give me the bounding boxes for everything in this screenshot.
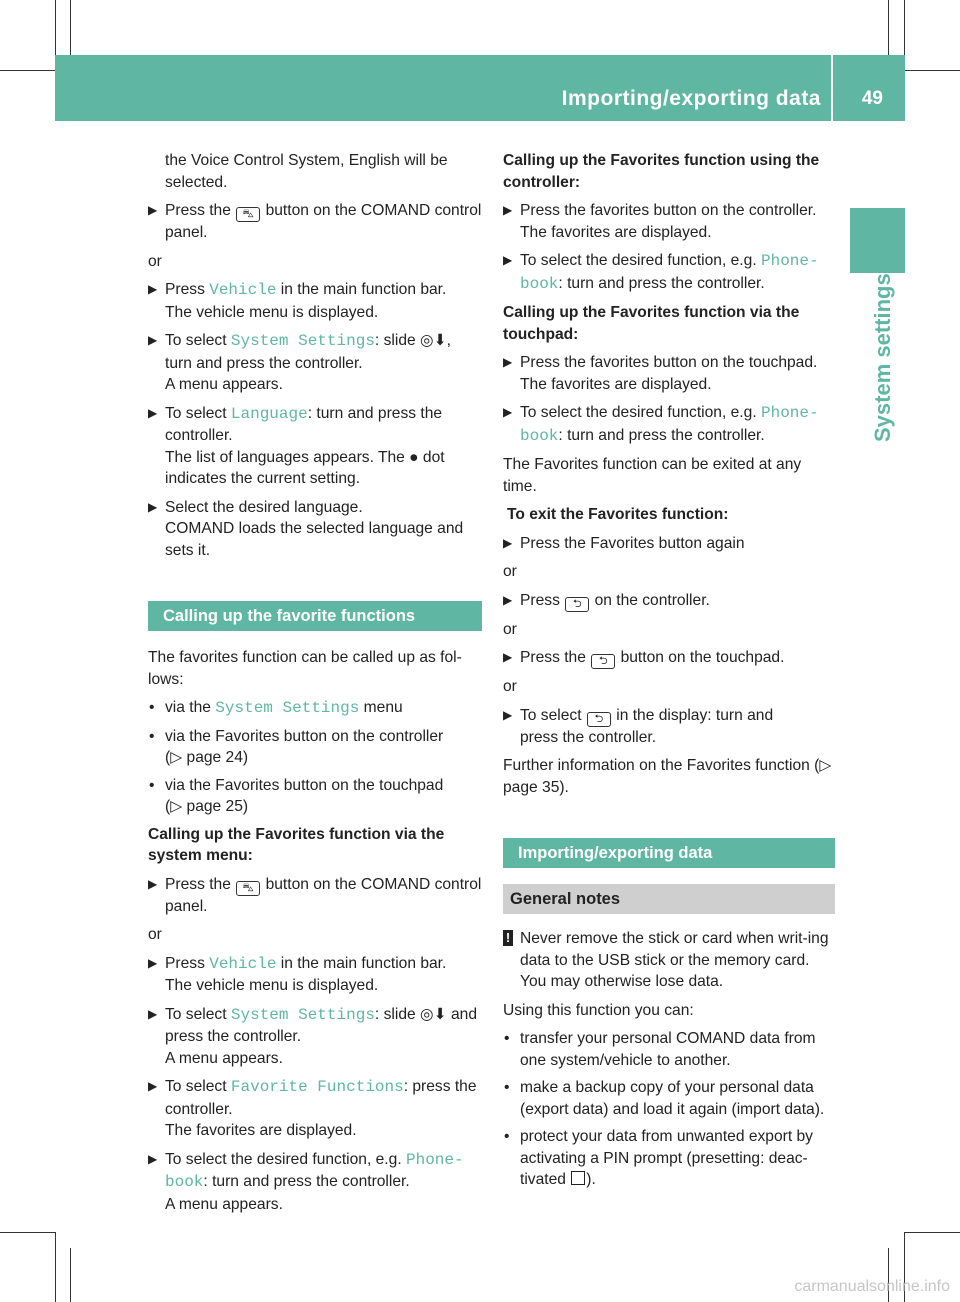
- right-column: [503, 150, 835, 1197]
- step-select-favorite-functions: ▶ To select Favorite Functions: press the controller. The favorites are displayed.: [148, 1078, 477, 1139]
- subheading: Calling up the Favorites function via the system menu:: [148, 825, 445, 864]
- header-divider: [831, 55, 833, 121]
- subheading: Calling up the Favorites function using the controller:: [503, 152, 820, 191]
- step-press-favorites-touchpad: ▶ Press the favorites button on the touchpad. The favorites are displayed.: [503, 354, 818, 393]
- crop-mark: [70, 0, 71, 55]
- crop-mark: [904, 1232, 960, 1233]
- side-tab-label: System settings: [870, 273, 895, 442]
- controller-slide-icon: : slide ◎⬇ and: [374, 1005, 478, 1023]
- section-intro: The favorites function can be called up as fol-lows:: [148, 649, 462, 688]
- subheading: To exit the Favorites function:: [507, 506, 729, 523]
- list-item: • protect your data from unwanted export by activating a PIN prompt (presetting: deac-tivated ).: [504, 1128, 813, 1188]
- watermark: carmanualsonline.info: [794, 1278, 950, 1295]
- crop-mark: [0, 1232, 55, 1233]
- menu-code: Language: [230, 404, 308, 423]
- step-press-back-touchpad: ▶ Press the ⮌ button on the touchpad.: [503, 649, 785, 667]
- step-press-vehicle: ▶ Press Vehicle in the main function bar. The vehicle menu is displayed.: [148, 281, 447, 321]
- crop-mark: [55, 1232, 56, 1302]
- exit-note: The Favorites function can be exited at any time.: [503, 456, 802, 495]
- section-heading: Importing/exporting data: [503, 838, 835, 868]
- list-item: • transfer your personal COMAND data from one system/vehicle to another.: [504, 1030, 816, 1069]
- list-item: • via the System Settings menu: [149, 699, 403, 717]
- page-reference[interactable]: (▷ page 24): [165, 749, 249, 766]
- page-header: [55, 55, 905, 121]
- car-icon: ⛍: [236, 881, 260, 896]
- controller-slide-icon: : slide ◎⬇,: [374, 332, 451, 349]
- step-press-back-controller: ▶ Press ⮌ on the controller.: [503, 591, 710, 610]
- step-select-language: ▶ To select Language: turn and press the controller. The list of languages appears. The ● dot indicates the current setting.: [148, 404, 445, 487]
- step-select-system-settings: ▶ To select System Settings: slide ◎⬇, turn and press the controller. A menu appears.: [148, 332, 451, 393]
- step-select-function: ▶ To select the desired function, e.g. Phone‐ book: turn and press the controller. A menu appears.: [148, 1150, 464, 1213]
- step-select-system-settings: ▶ To select System Settings: slide ◎⬇ and press the controller. A menu appears.: [148, 1005, 478, 1067]
- side-tab: [850, 208, 905, 273]
- step-select-desired-language: ▶ Select the desired language. COMAND loads the selected language and sets it.: [148, 498, 464, 559]
- list-item: • make a backup copy of your personal data (export data) and load it again (import data).: [504, 1079, 825, 1118]
- list-item: • via the Favorites button on the controller (▷ page 24): [149, 727, 444, 766]
- warning-icon: !: [503, 930, 513, 946]
- back-arrow-icon: ⮌: [565, 597, 589, 612]
- or-text: or: [148, 926, 162, 943]
- step-select-function: ▶ To select the desired function, e.g. Phone‐ book: turn and press the controller.: [503, 404, 819, 445]
- subheading: Calling up the Favorites function via the touchpad:: [503, 304, 800, 343]
- or-text: or: [503, 678, 517, 695]
- step-press-favorites-controller: ▶ Press the favorites button on the controller. The favorites are displayed.: [503, 202, 817, 241]
- step-press-favorites-again: ▶ Press the Favorites button again: [503, 534, 745, 552]
- or-text: or: [503, 563, 517, 580]
- crop-mark: [888, 0, 889, 55]
- menu-code: Vehicle: [209, 281, 277, 299]
- step-press-car-button: ▶ Press the ⛍ button on the COMAND control panel.: [148, 875, 482, 915]
- further-info: Further information on the Favorites function (▷ page 35).: [503, 757, 832, 796]
- back-arrow-icon: ⮌: [587, 712, 611, 727]
- page-reference[interactable]: (▷ page 25): [165, 798, 249, 815]
- crop-mark: [55, 0, 56, 55]
- left-column: [148, 150, 482, 1222]
- subsection-heading: General notes: [503, 884, 835, 914]
- step-press-vehicle: ▶ Press Vehicle in the main function bar. The vehicle menu is displayed.: [148, 954, 447, 994]
- menu-code: System Settings: [230, 332, 375, 350]
- step-press-car-button: ▶ Press the ⛍ button on the COMAND control panel.: [148, 202, 482, 241]
- crop-mark: [904, 0, 905, 55]
- warning-note: ! Never remove the stick or card when writ-ing data to the USB stick or the memory card. You may otherwise lose data.: [503, 928, 835, 993]
- or-text: or: [503, 620, 517, 638]
- page-title: Importing/exporting data: [561, 87, 821, 110]
- step-select-function: ▶ To select the desired function, e.g. Phone‐ book: turn and press the controller.: [503, 252, 819, 293]
- intro-text: the Voice Control System, English will be selected.: [165, 152, 448, 191]
- or-text: or: [148, 252, 162, 270]
- step-select-back-display: ▶ To select ⮌ in the display: turn and press the controller.: [503, 706, 774, 746]
- page-number: 49: [861, 88, 883, 109]
- back-arrow-icon: ⮌: [591, 654, 615, 669]
- list-item: • via the Favorites button on the touchpad (▷ page 25): [149, 776, 444, 815]
- crop-mark: [70, 1248, 71, 1302]
- car-icon: ⛍: [236, 207, 260, 222]
- section-heading: Calling up the favorite functions: [148, 601, 482, 631]
- using-intro: Using this function you can:: [503, 1001, 694, 1019]
- checkbox-icon: [571, 1171, 585, 1185]
